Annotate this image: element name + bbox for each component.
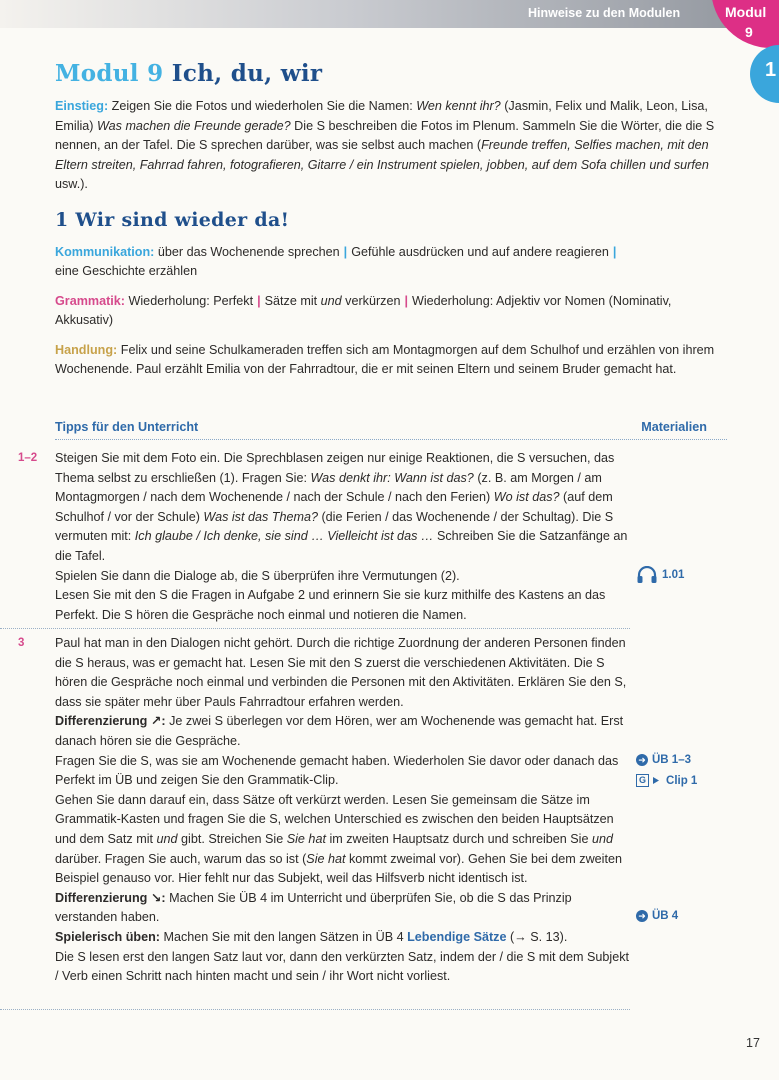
row-divider bbox=[0, 1009, 630, 1010]
text: Machen Sie mit den langen Sätzen in ÜB 4 bbox=[159, 929, 408, 944]
item: Gefühle ausdrücken und auf andere reagieren bbox=[351, 244, 609, 259]
handlung-label: Handlung: bbox=[55, 342, 118, 357]
tip-text bbox=[55, 634, 630, 987]
item: Wiederholung: Perfekt bbox=[125, 293, 254, 308]
text: Gehen Sie dann darauf ein, dass Sätze oft verkürzt werden. Lesen Sie gemeinsam die Sätze im Grammatik-Kasten und fragen Sie die S, welchen Unterschied es zwischen den beiden Hauptsätzen und dem Satz mit bbox=[55, 792, 614, 846]
tip-number: 3 bbox=[18, 637, 25, 649]
tips-header bbox=[55, 420, 727, 440]
modul-tab-number: 9 bbox=[745, 24, 753, 40]
question: Was denkt ihr: Wann ist das? bbox=[310, 470, 474, 485]
differenzierung-label: Differenzierung ↘: bbox=[55, 890, 166, 905]
einstieg-paragraph bbox=[55, 97, 715, 195]
lebendige-saetze-link[interactable]: Lebendige Sätze bbox=[407, 929, 507, 944]
text: (z. B. am Morgen / am Montagmorgen / nach dem Wochenende / nach der Schule / nach den Ferien) bbox=[55, 470, 602, 505]
einstieg-label: Einstieg: bbox=[55, 99, 109, 113]
tip-paragraph bbox=[55, 889, 630, 928]
text: kommt zweimal vor). Gehen Sie bei dem zweiten Beispiel genauso vor. Hier fehlt nur das Subjekt, weil das Hilfsverb nicht identisch ist. bbox=[55, 851, 622, 886]
kommunikation-label: Kommunikation: bbox=[55, 244, 155, 259]
row-divider bbox=[0, 628, 630, 629]
clip-label: Clip 1 bbox=[666, 774, 698, 787]
text: Steigen Sie mit dem Foto ein. Die Sprechblasen zeigen nur einige Reaktionen, die S versuchen, das Thema selbst zu erschließen (1). Fragen Sie: bbox=[55, 451, 615, 485]
grammar-clip[interactable] bbox=[636, 774, 697, 787]
question: Was machen die Freunde gerade? bbox=[96, 118, 291, 133]
item: Wiederholung: Adjektiv vor Nomen (Nominativ, Akkusativ) bbox=[55, 293, 672, 327]
item: über das Wochenende sprechen bbox=[154, 244, 340, 259]
lesson-number-circle bbox=[750, 45, 779, 103]
module-name: Ich, du, wir bbox=[171, 60, 323, 87]
audio-material bbox=[636, 566, 684, 584]
tip-paragraph: Fragen Sie die S, was sie am Wochenende gemacht haben. Wiederholen Sie davor oder danach das Perfekt im ÜB und zeigen Sie den Grammatik-Clip. bbox=[55, 753, 619, 788]
tip-paragraph bbox=[55, 791, 630, 889]
tip-paragraph bbox=[55, 712, 630, 751]
tip-paragraph: Paul hat man in den Dialogen nicht gehört. Durch die richtige Zuordnung der anderen Personen finden die S heraus, was er gemacht hat. Lesen Sie mit den S zuerst die verschiedenen Aktivitäten. Die S hören die Gespräche noch einmal und verbinden die Personen mit den Aktivitäten. Erklären Sie den S, dass sie später mehr über Pauls Fahrradtour erfahren werden. bbox=[55, 636, 627, 709]
tip-paragraph: Lesen Sie mit den S die Fragen in Aufgabe 2 und erinnern Sie sie kurz mithilfe des Kastens an das Perfekt. Die S hören die Gespräche noch einmal und notieren die Namen. bbox=[55, 588, 606, 622]
kommunikation-block bbox=[55, 243, 715, 282]
emph: und bbox=[156, 831, 178, 846]
item: verkürzen bbox=[341, 293, 401, 308]
item: eine Geschichte erzählen bbox=[55, 264, 198, 278]
workbook-reference[interactable] bbox=[636, 754, 691, 766]
grammatik-block bbox=[55, 292, 715, 331]
text: (→ S. 13). bbox=[506, 929, 568, 944]
section-title: 1 Wir sind wieder da! bbox=[55, 208, 290, 231]
modul-tab-label: Modul bbox=[725, 4, 767, 20]
grammatik-label: Grammatik: bbox=[55, 293, 125, 308]
camera-icon bbox=[653, 776, 662, 785]
workbook-ref-label: ÜB 1–3 bbox=[652, 754, 691, 766]
emph: Sie hat bbox=[306, 851, 346, 866]
materials-header: Materialien bbox=[641, 420, 707, 434]
running-header-title: Hinweise zu den Modulen bbox=[528, 6, 681, 20]
grammar-box-icon: G bbox=[636, 774, 649, 787]
text: Zeigen Sie die Fotos und wiederholen Sie die Namen: bbox=[108, 99, 417, 113]
spielerisch-label: Spielerisch üben: bbox=[55, 929, 160, 944]
workbook-ref-label: ÜB 4 bbox=[652, 910, 679, 922]
module-prefix: Modul 9 bbox=[55, 60, 164, 87]
text: usw.). bbox=[55, 177, 88, 191]
tip-paragraph: Die S lesen erst den langen Satz laut vor, dann den verkürzten Satz, indem der / die S mit dem Subjekt / Verb einen Schritt nach hinten macht und sein / ihr Wort nicht vorliest. bbox=[55, 949, 630, 984]
workbook-reference[interactable] bbox=[636, 910, 678, 922]
tip-text bbox=[55, 449, 630, 625]
tips-header-label: Tipps für den Unterricht bbox=[55, 420, 199, 434]
main-content bbox=[55, 60, 715, 390]
text: (Jasmin, Felix und Malik, Leon, Lisa, Emilia) bbox=[55, 99, 708, 133]
separator: | bbox=[343, 244, 348, 259]
page-number: 17 bbox=[746, 1036, 760, 1050]
tip-paragraph: Spielen Sie dann die Dialoge ab, die S überprüfen ihre Vermutungen (2). bbox=[55, 568, 460, 583]
text: Felix und seine Schulkameraden treffen sich am Montagmorgen auf dem Schulhof und erzählen von ihrem Wochenende. Paul erzählt Emilia von der Fahrradtour, die er mit seinen Eltern und seinem Bruder gemacht hat. bbox=[55, 342, 715, 376]
example: Freunde treffen, Selfies machen, mit den Eltern streiten, Fahrrad fahren, fotografieren, Gitarre / ein Instrument spielen, jobben, auf dem Sofa chillen und surfen bbox=[55, 138, 709, 172]
question: Was ist das Thema? bbox=[203, 509, 318, 524]
text: im zweiten Hauptsatz durch und schreiben Sie bbox=[325, 831, 592, 846]
separator: | bbox=[612, 244, 617, 259]
arrow-right-icon: ➜ bbox=[636, 754, 648, 766]
item: Sätze mit bbox=[264, 293, 321, 308]
text: Schreiben Sie die Satzanfänge an die Tafel. bbox=[55, 529, 628, 563]
emph: und bbox=[591, 831, 613, 846]
text: gibt. Streichen Sie bbox=[177, 831, 287, 846]
text: (die Ferien / das Wochenende / der Schultag). Die S vermuten mit: bbox=[55, 509, 614, 544]
text: (auf dem Schulhof / vor der Schule) bbox=[55, 490, 613, 524]
lesson-number: 1 bbox=[765, 59, 777, 81]
tip-paragraph bbox=[55, 449, 630, 567]
tip-number: 1–2 bbox=[18, 452, 38, 464]
text: Machen Sie ÜB 4 im Unterricht und überprüfen Sie, ob die S das Prinzip verstanden haben. bbox=[55, 890, 572, 925]
handlung-block bbox=[55, 341, 715, 380]
differenzierung-label: Differenzierung ↗: bbox=[55, 714, 166, 729]
separator: | bbox=[404, 293, 408, 308]
text: darüber. Fragen Sie auch, warum das so ist ( bbox=[55, 851, 307, 866]
text: Je zwei S überlegen vor dem Hören, wer am Wochenende was gemacht hat. Erst danach hören sie die Gespräche. bbox=[55, 714, 624, 748]
module-title bbox=[55, 60, 715, 87]
arrow-right-icon: ➜ bbox=[636, 910, 648, 922]
question: Wen kennt ihr? bbox=[416, 99, 501, 113]
question: Ich glaube / Ich denke, sie sind … Vielleicht ist das … bbox=[134, 529, 434, 544]
audio-track: 1.01 bbox=[662, 569, 685, 581]
text: Die S beschreiben die Fotos im Plenum. Sammeln Sie die Wörter, die die S nennen, an der Tafel. Die S sprechen darüber, was sie selbst auch machen ( bbox=[55, 118, 715, 152]
tip-paragraph bbox=[55, 928, 630, 948]
item-emph: und bbox=[320, 293, 342, 308]
separator: | bbox=[257, 293, 261, 308]
question: Wo ist das? bbox=[493, 490, 560, 505]
emph: Sie hat bbox=[286, 831, 326, 846]
headphones-icon bbox=[636, 566, 658, 584]
